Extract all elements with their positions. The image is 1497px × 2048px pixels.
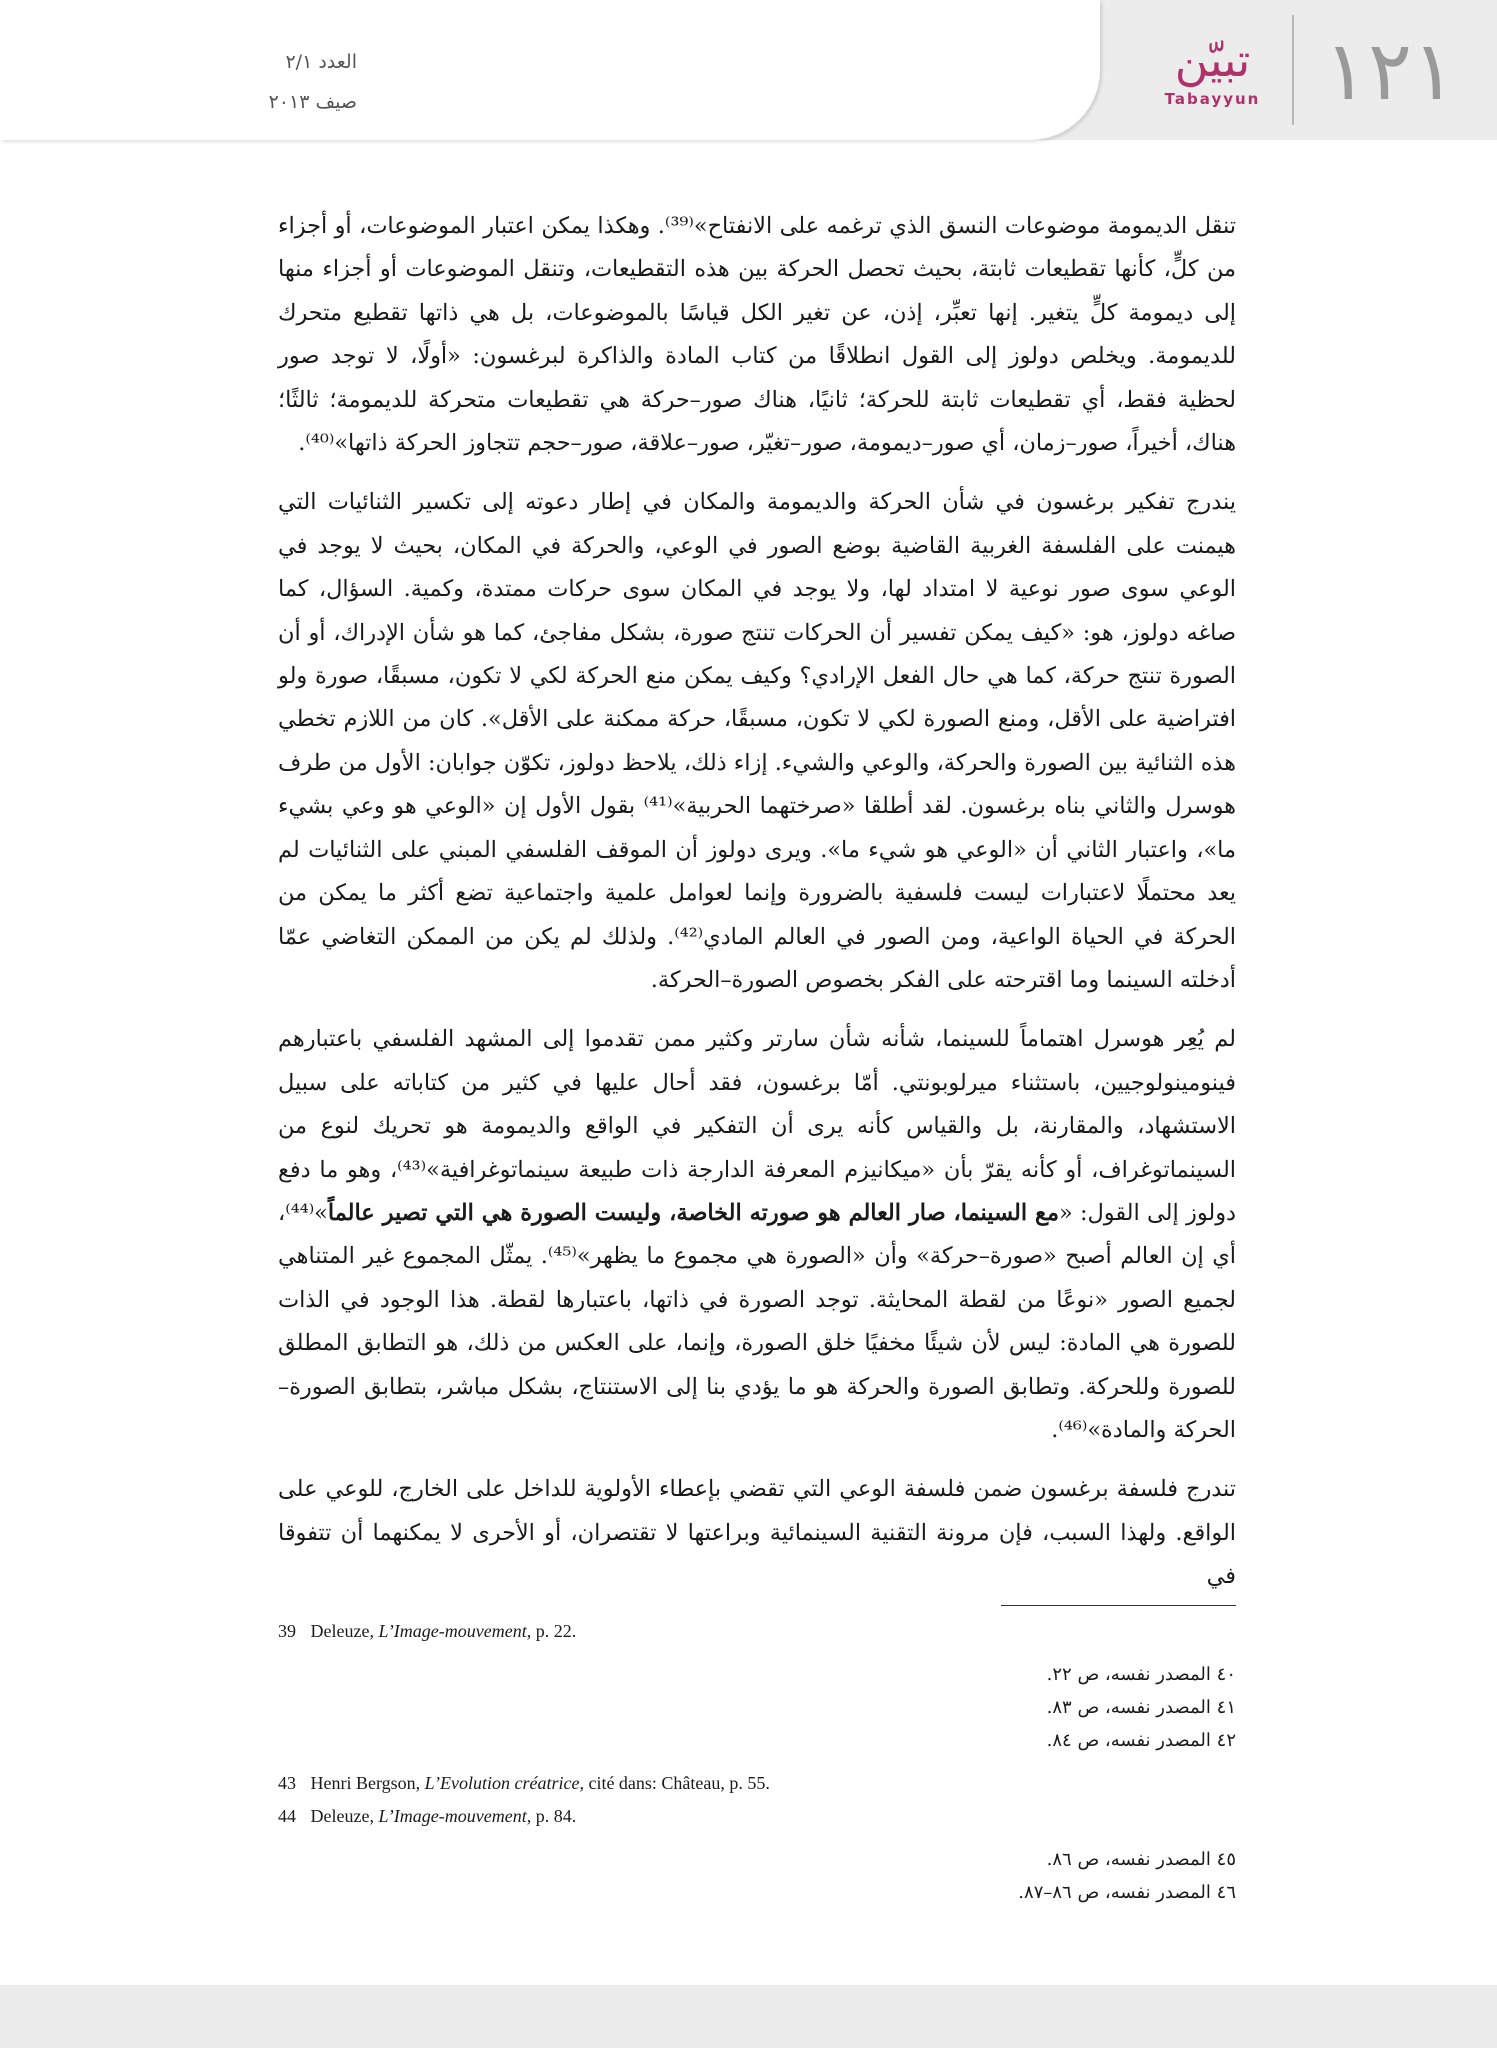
paragraph-1: تنقل الديمومة موضوعات النسق الذي ترغمه على الانفتاح»⁽³⁹⁾. وهكذا يمكن اعتبار الموضوعات، أو أجزاء من كلٍّ، كأنها تقطيعات ثابتة، بحيث تحصل الحركة بين هذه التقطيعات، وتنقل الموضوعات أو أجزاء منها إلى ديمومة كلٍّ يتغير. إنها تعبِّر، إذن، عن تغير الكل قياسًا بالموضوعات، بل هي ذاتها تقطيع متحرك للديمومة. ويخلص دولوز إلى القول انطلاقًا من كتاب المادة والذاكرة لبرغسون: «أولًا، لا توجد صور لحظية فقط، أي تقطيعات ثابتة للحركة؛ ثانيًا، هناك صور–حركة هي تقطيعات متحركة للديمومة؛ ثالثًا؛ هناك، أخيراً، صور–زمان، أي صور–ديمومة، صور–تغيّر، صور–علاقة، صور–حجم تتجاوز الحركة ذاتها»⁽⁴⁰⁾.	[278, 213, 1236, 457]
footnote-46: ٤٦ المصدر نفسه، ص ٨٦–٨٧.	[1018, 1882, 1236, 1903]
footnote-43: 43 Henri Bergson, L’Evolution créatrice, cité dans: Château, p. 55.	[278, 1773, 770, 1793]
page-header	[0, 0, 1497, 140]
page-number: ١٢١	[1323, 24, 1457, 119]
issue-season: صيف ٢٠١٣	[268, 91, 357, 113]
footnote-39: 39 Deleuze, L’Image-mouvement, p. 22.	[278, 1621, 577, 1641]
footnotes	[278, 1615, 1236, 1909]
journal-logo	[1140, 30, 1285, 130]
logo-latin: Tabayyun	[1164, 90, 1261, 108]
footnote-40: ٤٠ المصدر نفسه، ص ٢٢.	[1046, 1664, 1236, 1685]
header-panel	[0, 0, 1100, 140]
header-divider	[1292, 15, 1294, 125]
footnote-44: 44 Deleuze, L’Image-mouvement, p. 84.	[278, 1806, 577, 1826]
paragraph-3-bold-quote: مع السينما، صار العالم هو صورته الخاصة، وليست الصورة هي التي تصير عالماً	[327, 1199, 1059, 1226]
paragraph-3-text-b: »⁽⁴⁴⁾، أي إن العالم أصبح «صورة–حركة» وأن «الصورة هي مجموع ما يظهر»⁽⁴⁵⁾. يمثّل المجموع غير المتناهي لجميع الصور «نوعًا من لقطة المحايثة. توجد الصورة في ذاتها، باعتبارها لقطة. هذا الوجود في الذات للصورة هي المادة: ليس لأن شيئًا مخفيًا خلق الصورة، وإنما، على العكس من ذلك، هو التطابق المطلق للصورة وللحركة. وتطابق الصورة والحركة هو ما يؤدي بنا إلى الاستنتاج، بشكل مباشر، بتطابق الصورة–الحركة والمادة»⁽⁴⁶⁾.	[278, 1199, 1236, 1443]
paragraph-4: تندرج فلسفة برغسون ضمن فلسفة الوعي التي تقضي بإعطاء الأولوية للداخل على الخارج، للوعي على الواقع. ولهذا السبب، فإن مرونة التقنية السينمائية وبراعتها لا تقتصران، أو الأحرى لا يمكنهما أن تتفوقا في	[278, 1476, 1236, 1590]
logo-arabic: تبيّن	[1174, 33, 1251, 87]
footnote-41: ٤١ المصدر نفسه، ص ٨٣.	[1046, 1697, 1236, 1718]
issue-info	[269, 42, 357, 122]
paragraph-3-text-a: لم يُعِر هوسرل اهتماماً للسينما، شأنه شأن سارتر وكثير ممن تقدموا إلى المشهد الفلسفي باعتبارهم فينومينولوجيين، باستثناء ميرلوبونتي. أمّا برغسون، فقد أحال عليها في كثير من كتاباته على سبيل الاستشهاد، والمقارنة، بل والقياس كأنه يرى أن التفكير في الواقع والديمومة هو تحريك لنوع من السينماتوغراف، أو كأنه يقرّ بأن «ميكانيزم المعرفة الدارجة ذات طبيعة سينماتوغرافية»⁽⁴³⁾، وهو ما دفع دولوز إلى القول: «	[278, 1026, 1236, 1226]
footnote-separator	[1001, 1605, 1236, 1606]
paragraph-3	[278, 1018, 1236, 1452]
page-footer-bar	[0, 1985, 1497, 2048]
article-body	[278, 205, 1236, 1615]
footnote-45: ٤٥ المصدر نفسه، ص ٨٦.	[1046, 1849, 1236, 1870]
issue-number: العدد ٢/١	[285, 51, 357, 73]
footnote-42: ٤٢ المصدر نفسه، ص ٨٤.	[1046, 1730, 1236, 1751]
paragraph-2: يندرج تفكير برغسون في شأن الحركة والديمومة والمكان في إطار دعوته إلى تكسير الثنائيات التي هيمنت على الفلسفة الغربية القاضية بوضع الصور في الوعي، والحركة في المكان، بحيث لا يوجد في الوعي سوى صور نوعية لا امتداد لها، ولا يوجد في المكان سوى حركات ممتدة، وكمية. السؤال، كما صاغه دولوز، هو: «كيف يمكن تفسير أن الحركات تنتج صورة، بشكل مفاجئ، كما هو شأن الإدراك، أو أن الصورة تنتج حركة، كما هي حال الفعل الإرادي؟ وكيف يمكن منع الحركة لكي لا تكون، مسبقًا، صورة ولو افتراضية على الأقل، ومنع الصورة لكي لا تكون، مسبقًا، حركة ممكنة على الأقل». كان من اللازم تخطي هذه الثنائية بين الصورة والحركة، والوعي والشيء. إزاء ذلك، يلاحظ دولوز، تكوّن جوابان: الأول من طرف هوسرل والثاني بناه برغسون. لقد أطلقا «صرختهما الحربية»⁽⁴¹⁾ بقول الأول إن «الوعي هو وعي بشيء ما»، واعتبار الثاني أن «الوعي هو شيء ما». ويرى دولوز أن الموقف الفلسفي المبني على الثنائيات لم يعد محتملًا لاعتبارات ليست فلسفية بالضرورة وإنما لعوامل علمية واجتماعية تضع أكثر ما يمكن من الحركة في الحياة الواعية، ومن الصور في العالم المادي⁽⁴²⁾. ولذلك لم يكن من الممكن التغاضي عمّا أدخلته السينما وما اقترحته على الفكر بخصوص الصورة–الحركة.	[278, 489, 1236, 993]
